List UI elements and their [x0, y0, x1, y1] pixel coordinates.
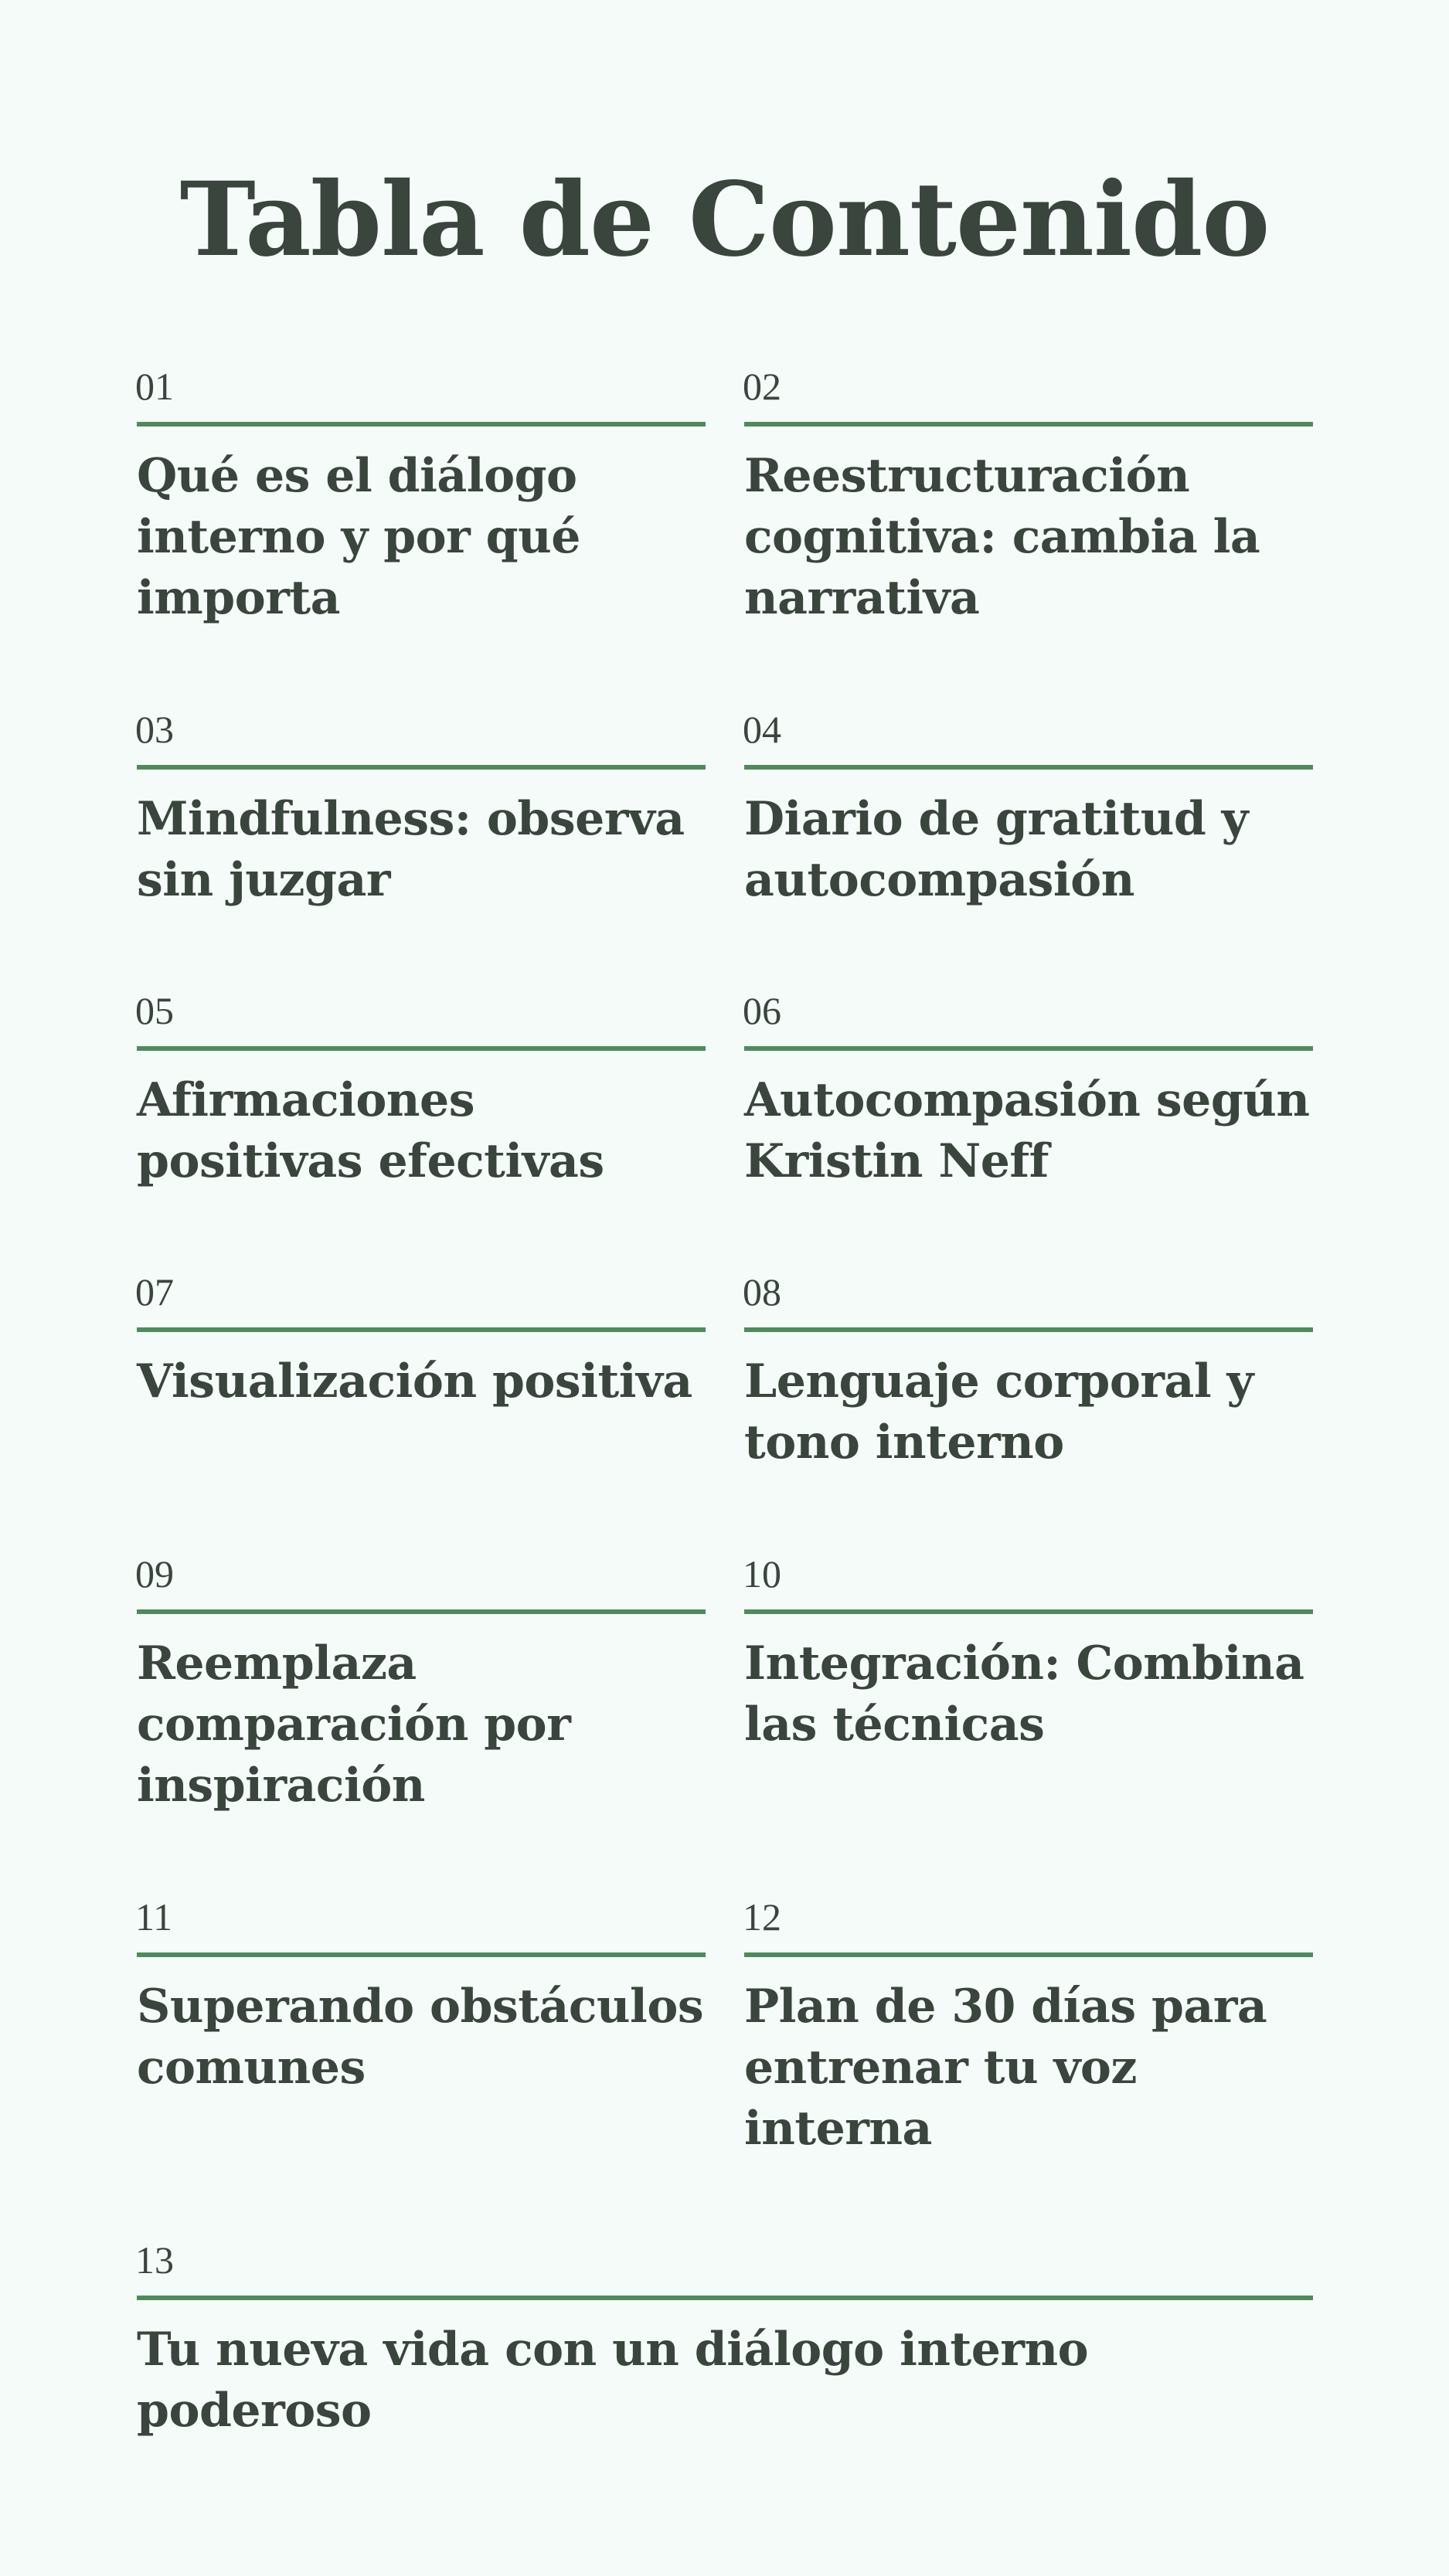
- toc-divider: [744, 765, 1313, 770]
- toc-number: 12: [743, 1895, 781, 1939]
- toc-number: 09: [135, 1552, 174, 1596]
- toc-heading: Integración: Combina las técnicas: [744, 1636, 1304, 1752]
- toc-heading: Reestructuración cognitiva: cambia la narrativa: [744, 449, 1260, 625]
- toc-divider: [137, 1952, 706, 1957]
- toc-divider: [744, 422, 1313, 427]
- toc-divider: [137, 2296, 1313, 2300]
- toc-divider: [137, 422, 706, 427]
- toc-number: 05: [135, 989, 174, 1032]
- toc-divider: [137, 1327, 706, 1332]
- toc-divider: [744, 1952, 1313, 1957]
- toc-heading: Tu nueva vida con un diálogo interno poderoso: [137, 2323, 1089, 2438]
- toc-number: 13: [135, 2238, 174, 2282]
- toc-divider: [137, 1609, 706, 1614]
- toc-divider: [137, 1046, 706, 1051]
- toc-divider: [744, 1046, 1313, 1051]
- toc-heading: Autocompasión según Kristin Neff: [744, 1073, 1310, 1188]
- toc-heading: Mindfulness: observa sin juzgar: [137, 792, 685, 907]
- toc-heading: Superando obstáculos comunes: [137, 1980, 704, 2095]
- toc-number: 07: [135, 1270, 174, 1313]
- toc-number: 08: [743, 1270, 781, 1313]
- toc-number: 11: [135, 1895, 173, 1939]
- toc-number: 03: [135, 708, 174, 751]
- toc-number: 01: [135, 365, 174, 408]
- toc-divider: [744, 1327, 1313, 1332]
- toc-divider: [137, 765, 706, 770]
- toc-heading: Diario de gratitud y autocompasión: [744, 792, 1249, 907]
- toc-heading: Afirmaciones positivas efectivas: [137, 1073, 604, 1188]
- page-title: Tabla de Contenido: [179, 160, 1270, 280]
- toc-number: 06: [743, 989, 781, 1032]
- toc-divider: [744, 1609, 1313, 1614]
- toc-heading: Qué es el diálogo interno y por qué importa: [137, 449, 580, 625]
- toc-heading: Lenguaje corporal y tono interno: [744, 1354, 1253, 1470]
- toc-number: 04: [743, 708, 781, 751]
- toc-heading: Reemplaza comparación por inspiración: [137, 1636, 571, 1813]
- toc-number: 02: [743, 365, 781, 408]
- toc-number: 10: [743, 1552, 781, 1596]
- toc-heading: Visualización positiva: [137, 1354, 692, 1409]
- toc-heading: Plan de 30 días para entrenar tu voz interna: [744, 1980, 1267, 2156]
